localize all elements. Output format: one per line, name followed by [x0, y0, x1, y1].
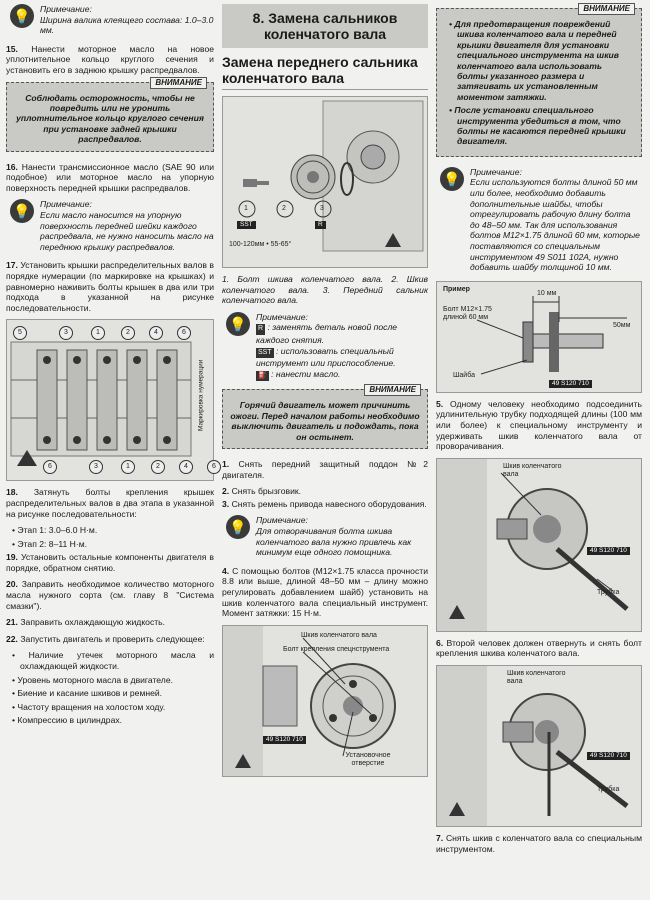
lightbulb-icon: 💡: [10, 4, 34, 28]
note-title: Примечание:: [256, 311, 308, 322]
note-text: Если масло наносится на упорную поверхность передней шейки каждого распредвала, не нужно наносить масло на переднюю крышку распредвалов.: [40, 209, 214, 252]
oil-can-icon: ⛽: [256, 371, 269, 382]
warning-title: ВНИМАНИЕ: [150, 77, 207, 89]
figure-cam-caps: [6, 319, 214, 481]
torque-spec: 100-120мм • 55-65°: [229, 241, 292, 248]
cap-number: 1: [91, 326, 105, 340]
subsection-title: Замена переднего сальника коленчатого вала: [222, 54, 428, 90]
tool-code: 49 S120 710: [587, 752, 630, 760]
label-pulley: Шкив коленчатого вала: [503, 462, 562, 478]
warning-title: ВНИМАНИЕ: [364, 384, 421, 396]
step-15: 15. Нанести моторное масло на новое уплотнительное кольцо круглого сечения и установить его в заднюю крышку распредвалов.: [6, 43, 215, 75]
cap-number: 2: [121, 326, 135, 340]
figure-special-tool: [222, 625, 428, 777]
callout-1: 1: [244, 205, 248, 212]
warning-text: Соблюдать осторожность, чтобы не повредить или не уронить уплотнительное кольцо круглого сечения при установке задней крышки распредвалов.: [16, 92, 204, 145]
note-text: Ширина валика клеящего состава: 1.0–3.0 мм.: [40, 14, 214, 36]
tool-code: 49 S120 710: [263, 736, 306, 744]
step-20: 20. Заправить необходимое количество моторного масла нужного сорта (см. главу 8 "Система смазки").: [6, 579, 214, 611]
cap-number: 6: [43, 460, 57, 474]
warning-text: Горячий двигатель может причинить ожоги. Перед началом работы необходимо выключить двигатель и подождать, пока он остынет.: [230, 400, 420, 442]
tool-code: 49 S120 710: [587, 547, 630, 555]
check-item: • Компрессию в цилиндрах.: [12, 715, 123, 726]
warning-item-1: Для предотвращения повреждений шкива коленчатого вала и передней крышки двигателя для установки специального инструмента на шкив коленчатого вала использовать болты указанного размера и затягивать их установленным моментом затяжки.: [454, 19, 619, 102]
cap-number: 2: [151, 460, 165, 474]
cap-number: 6: [207, 460, 221, 474]
step-7: 7. Снять шкив с коленчатого вала со специальным инструментом.: [436, 832, 642, 854]
note-title: Примечание:: [40, 4, 92, 14]
camshaft-diagram: [7, 320, 213, 480]
check-list: [6, 650, 214, 726]
sst-symbol: SST: [256, 348, 274, 359]
label-tool-bolt: Болт крепления спецнструмента: [283, 645, 390, 653]
step-6: 6. Второй человек должен отвернуть и снять болт крепления шкива коленчатого вала.: [436, 637, 642, 659]
step-22: 22. Запустить двигатель и проверить следующее:: [6, 633, 205, 644]
cap-number: 4: [149, 326, 163, 340]
stage-1: • Этап 1: 3.0–6.0 Н·м.: [12, 525, 98, 536]
column-middle: [222, 0, 428, 783]
step-21: 21. Заправить охлаждающую жидкость.: [6, 617, 166, 628]
bolt-spec: Болт M12×1.75 длиной 60 мм: [443, 305, 492, 321]
callout-2: 2: [282, 205, 286, 212]
warning-box-hot-engine: [222, 385, 428, 449]
callout-3: 3: [320, 205, 324, 212]
figure-pulley-removal: [222, 96, 428, 268]
label-pipe: Трубка: [597, 785, 620, 793]
warning-title: ВНИМАНИЕ: [578, 3, 635, 15]
label-mounting-hole: Установочное отверстие: [345, 751, 391, 767]
label-pulley: Шкив коленчатого вала: [301, 631, 377, 639]
section-title: 8. Замена сальников коленчатого вала: [222, 4, 428, 48]
note-helper: [222, 515, 428, 557]
cap-number: 4: [179, 460, 193, 474]
step-1: 1. Снять передний защитный поддон №2 двигателя.: [222, 458, 429, 480]
note-text: Если используются болты длиной 50 мм или более, необходимо добавить дополнительные шайбы, чтобы отрегулировать рабочую длину болта до 48–50 мм. Так для использования болтов M12×1.75 длиной 60 мм, которые поставляются со специальным инструментом 49 S011 102A, нужно добавить шайбу толщиной 10 мм.: [470, 177, 640, 273]
warning-box-oring: [6, 77, 214, 152]
warning-item-2: После установки специального инструмента убедиться в том, что болты не касаются передней крышки двигателя.: [454, 105, 626, 147]
label-pipe: Трубка: [597, 588, 620, 596]
cap-number: 3: [89, 460, 103, 474]
check-item: • Наличие утечек моторного масла и охлаждающей жидкости.: [12, 650, 214, 672]
example-title: Пример: [443, 285, 470, 293]
dimension-10mm: 10 мм: [537, 289, 557, 297]
check-item: • Биение и касание шкивов и ремней.: [12, 688, 163, 699]
figure-unscrew-bolt: [436, 665, 642, 827]
stage-2: • Этап 2: 8–11 Н·м.: [12, 538, 88, 549]
cap-number: 6: [177, 326, 191, 340]
note-title: Примечание:: [470, 166, 522, 177]
r-tag: R: [315, 221, 326, 229]
step-16: 16. Нанести трансмиссионное масло (SAE 90 или подобное) или моторное масло на упорную поверхность передней крышки распредвалов.: [6, 161, 215, 193]
note-oil: [6, 199, 214, 252]
check-item: • Уровень моторного масла в двигателе.: [12, 674, 173, 685]
sst-tag: SST: [237, 221, 256, 229]
note-symbols: 💡 Примечание: R : заменять деталь новой после каждого снятия. SST : использовать специальный инструмент или приспособление. ⛽ : нанести масло.: [222, 312, 428, 382]
step-17: 17. Установить крышки распределительных валов в порядке нумерации (по маркировке на крышках) и равномерно наживить болты крышек в два или три подхода в указанной на рисунке последовательности.: [6, 260, 214, 313]
tool-code: 49 S120 710: [549, 380, 592, 388]
cap-number: 1: [121, 460, 135, 474]
lightbulb-icon: 💡: [226, 312, 250, 336]
warning-box-bolts: ВНИМАНИЕ • Для предотвращения повреждений шкива коленчатого вала и передней крышки двигателя для установки специального инструмента на шкив коленчатого вала использовать болты указанного размера и затягивать их установленным моментом затяжки. • После установки специального инструмента убедиться в том, что болты не касаются передней крышки двигателя.: [436, 8, 642, 157]
note-title: Примечание:: [256, 515, 308, 526]
r-symbol: R: [256, 324, 265, 335]
step-4: 4. С помощью болтов (M12×1.75 класса прочности 8.8 или выше, длиной 48–50 мм – длину можно регулировать добавлением шайб) установить на шкив коленчатого вала специальный инструмент. Момент затяжки: 15 Н·м.: [222, 565, 428, 619]
check-item: • Частоту вращения на холостом ходу.: [12, 701, 166, 712]
label-pulley: Шкив коленчатого вала: [507, 669, 566, 685]
step-3: 3. Снять ремень привода навесного оборудования.: [222, 498, 427, 509]
washer-label: Шайба: [453, 371, 475, 379]
step-5: 5. Одному человеку необходимо подсоединить удлинительную трубку подходящей длины (100 мм или более) к специальному инструменту и удерживать шкив коленчатого вала от проворачивания.: [436, 398, 643, 452]
step-18: 18. Затянуть болты крепления крышек распределительных валов в два этапа в указанной на рисунке последовательности:: [6, 487, 215, 519]
numbering-marking-label: Маркировка нумерации: [197, 359, 205, 432]
note-glue-width: [6, 4, 214, 36]
lightbulb-icon: 💡: [226, 515, 250, 539]
column-right: [436, 0, 642, 860]
figure-bolt-example: [436, 281, 642, 393]
dimension-50mm: 50мм: [613, 321, 631, 329]
unscrew-bolt-diagram: [437, 666, 643, 826]
cap-number: 5: [13, 326, 27, 340]
hold-pulley-diagram: [437, 459, 643, 631]
column-left: [6, 0, 214, 729]
step-2: 2. Снять брызговик.: [222, 486, 302, 497]
cap-number: 3: [59, 326, 73, 340]
note-text: Для отворачивания болта шкива коленчатого вала нужно привлечь как минимум еще одного помощника.: [256, 525, 412, 558]
figure-caption: 1. Болт шкива коленчатого вала. 2. Шкив коленчатого вала. 3. Передний сальник коленчатого вала.: [222, 274, 428, 306]
figure-hold-pulley: [436, 458, 642, 632]
lightbulb-icon: 💡: [440, 167, 464, 191]
note-title: Примечание:: [40, 199, 92, 210]
step-19: 19. Установить остальные компоненты двигателя в порядке, обратном снятию.: [6, 552, 214, 573]
lightbulb-icon: 💡: [10, 199, 34, 223]
note-bolt-length: [436, 167, 642, 273]
